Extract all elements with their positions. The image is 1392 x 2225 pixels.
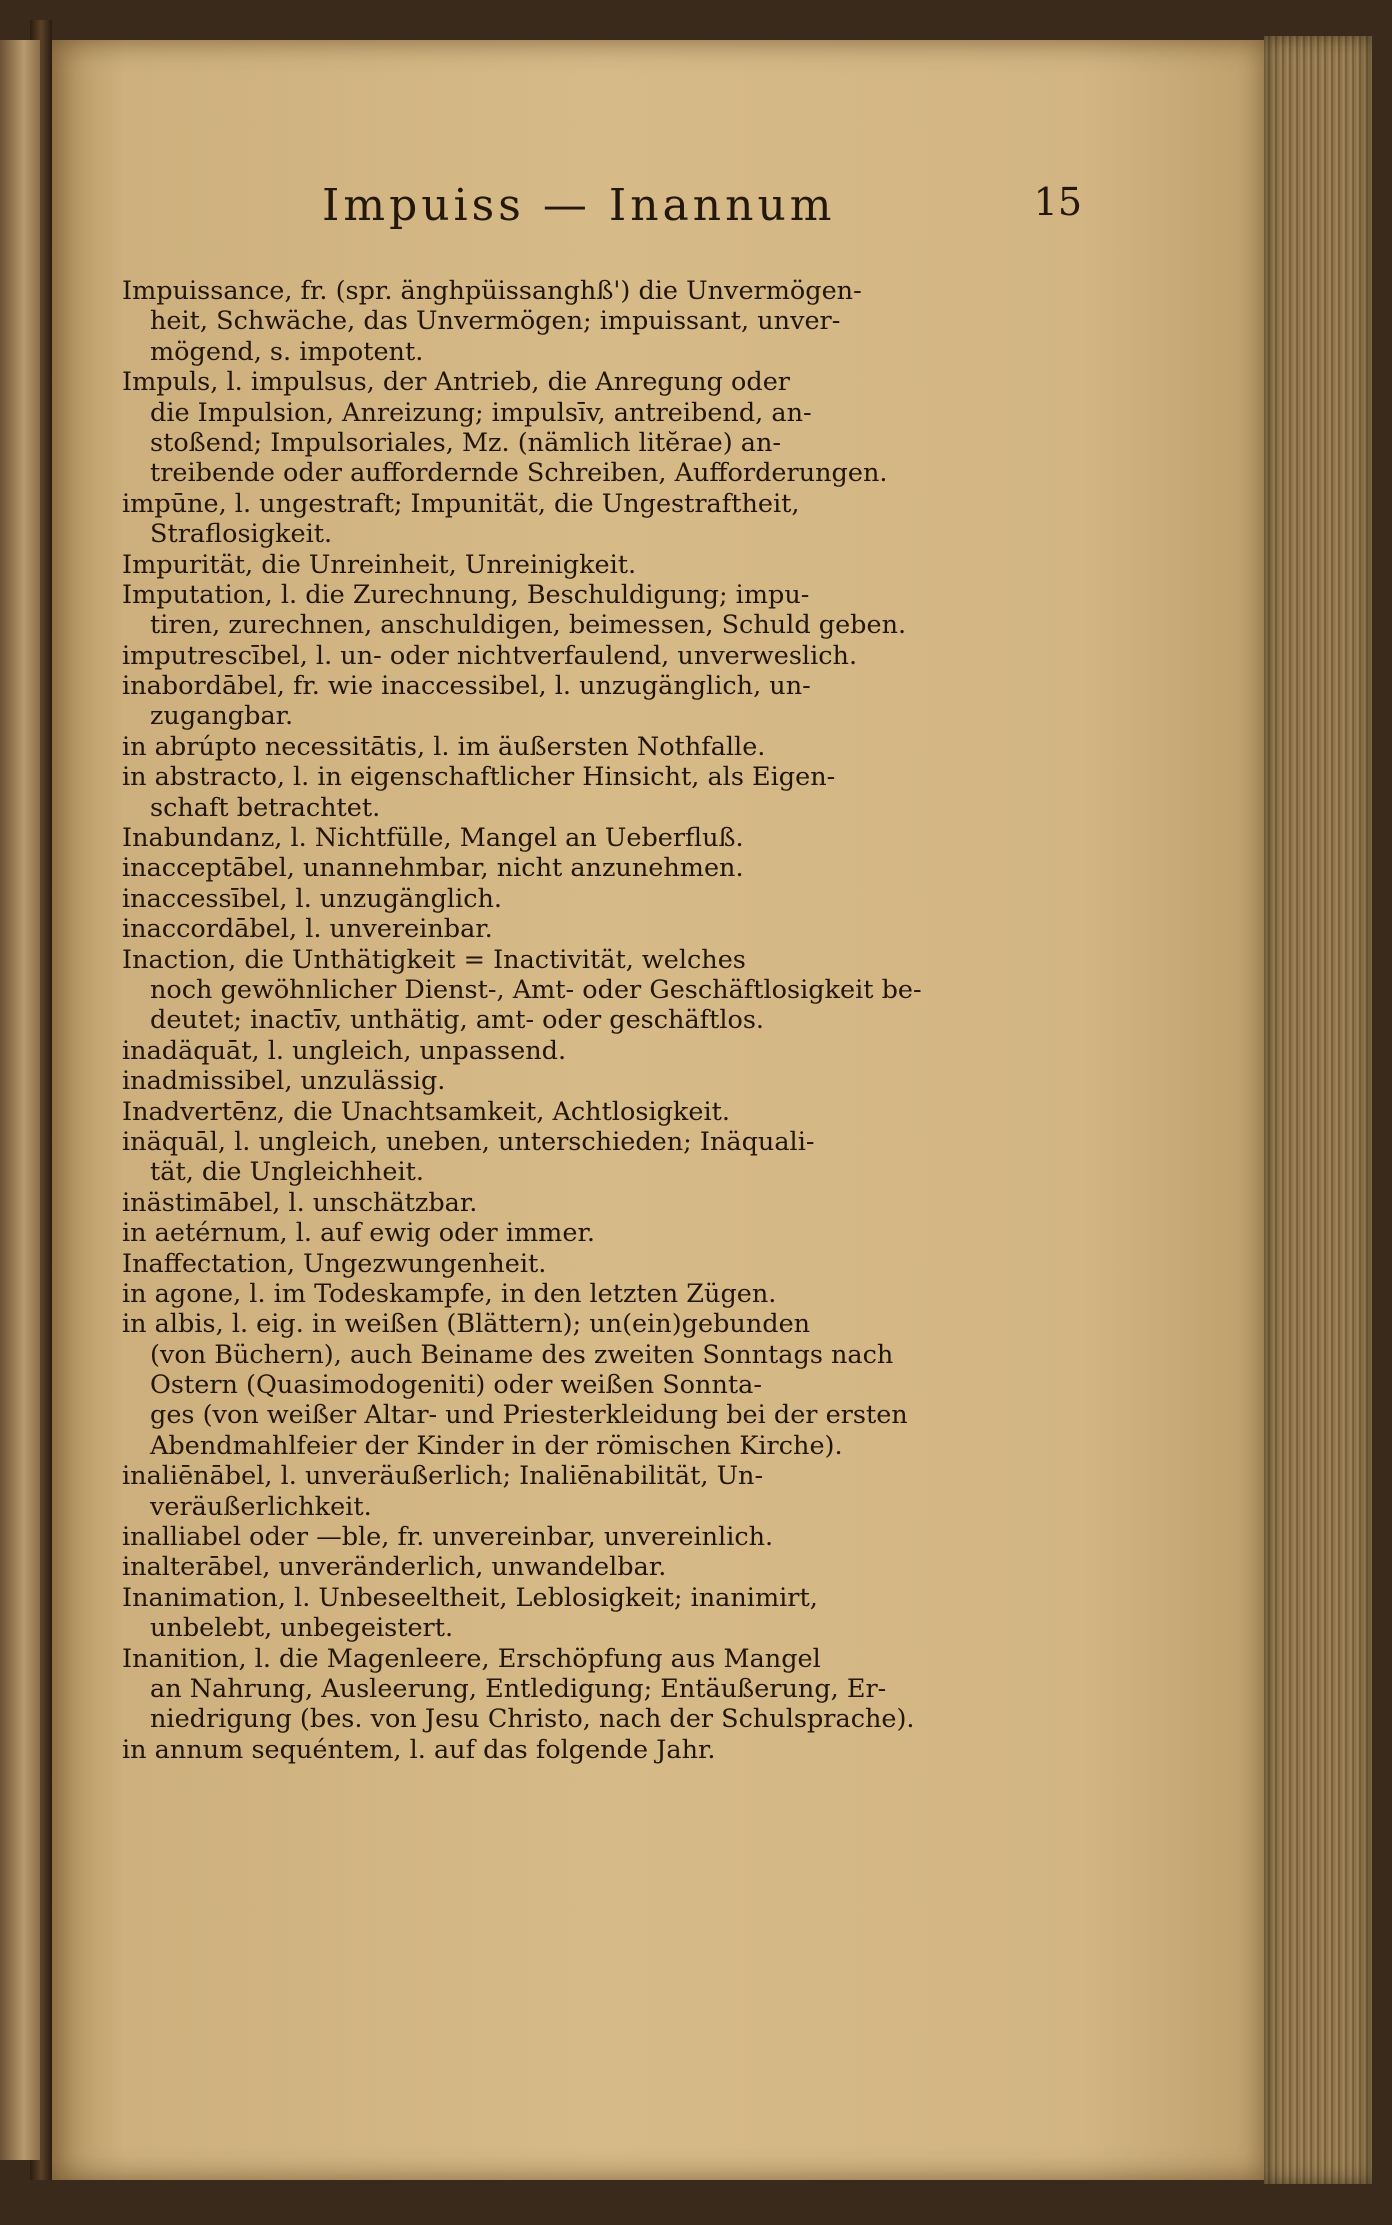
entry-line: zugangbar. [150, 701, 294, 732]
entry-line: deutet; inactīv, unthätig, amt- oder geschäftlos. [150, 1005, 765, 1036]
facing-page-edge [0, 40, 40, 2160]
entry-line: Inabundanz, l. Nichtfülle, Mangel an Ueberfluß. [122, 823, 744, 854]
entry-line: tiren, zurechnen, anschuldigen, beimessen, Schuld geben. [150, 610, 907, 641]
entry-line: in abstracto, l. in eigenschaftlicher Hinsicht, als Eigen- [122, 762, 836, 793]
entry-line: die Impulsion, Anreizung; impulsīv, antreibend, an- [150, 397, 812, 428]
entry-line: unbelebt, unbegeistert. [150, 1613, 454, 1644]
page-number: 15 [1033, 180, 1082, 224]
entry-line: treibende oder auffordernde Schreiben, Aufforderungen. [150, 458, 888, 489]
entry-line: inadäquāt, l. ungleich, unpassend. [122, 1035, 567, 1066]
entry-line: Impuissance, fr. (spr. änghpüissanghß') die Unvermögen- [122, 276, 862, 306]
entry-line: inacceptābel, unannehmbar, nicht anzunehmen. [122, 853, 744, 884]
entry-line: in agone, l. im Todeskampfe, in den letzten Zügen. [122, 1278, 777, 1309]
entry-line: in aetérnum, l. auf ewig oder immer. [122, 1218, 595, 1249]
running-head: Impuiss — Inannum [322, 180, 836, 231]
entry-line: inästimābel, l. unschätzbar. [122, 1187, 478, 1218]
entry-line: Ostern (Quasimodogeniti) oder weißen Sonnta- [150, 1370, 762, 1401]
entry-line: ges (von weißer Altar- und Priesterkleidung bei der ersten [150, 1400, 908, 1431]
entry-line: in abrúpto necessitātis, l. im äußersten Nothfalle. [122, 731, 766, 762]
entry-line: Straflosigkeit. [150, 519, 333, 550]
entry-line: mögend, s. impotent. [150, 336, 424, 367]
entry-line: noch gewöhnlicher Dienst-, Amt- oder Geschäftlosigkeit be- [150, 974, 922, 1005]
entry-line: inaccessībel, l. unzugänglich. [122, 883, 503, 914]
entry-line: inabordābel, fr. wie inaccessibel, l. unzugänglich, un- [122, 671, 811, 702]
entry-line: Abendmahlfeier der Kinder in der römischen Kirche). [150, 1430, 843, 1461]
entry-line: Inanimation, l. Unbeseeltheit, Leblosigkeit; inanimirt, [122, 1582, 818, 1613]
entry-line: inäquāl, l. ungleich, uneben, unterschieden; Inäquali- [122, 1126, 815, 1157]
entry-line: inaliēnābel, l. unveräußerlich; Inaliēnabilität, Un- [122, 1461, 764, 1492]
entry-line: Inanition, l. die Magenleere, Erschöpfung aus Mangel [122, 1643, 821, 1674]
page-block-edge [1264, 36, 1372, 2184]
entry-line: imputrescībel, l. un- oder nichtverfaulend, unverweslich. [122, 640, 858, 671]
entry-line: schaft betrachtet. [150, 792, 381, 823]
entry-line: inadmissibel, unzulässig. [122, 1066, 446, 1097]
entry-line: Impurität, die Unreinheit, Unreinigkeit. [122, 549, 637, 580]
entry-line: niedrigung (bes. von Jesu Christo, nach der Schulsprache). [150, 1704, 915, 1735]
entry-line: in albis, l. eig. in weißen (Blättern); un(ein)gebunden [122, 1309, 811, 1340]
entry-line: inaccordābel, l. unvereinbar. [122, 914, 493, 945]
entry-line: in annum sequéntem, l. auf das folgende Jahr. [122, 1734, 716, 1765]
entry-line: veräußerlichkeit. [150, 1491, 372, 1522]
entry-line: Inadvertēnz, die Unachtsamkeit, Achtlosigkeit. [122, 1096, 730, 1127]
dictionary-entries [122, 276, 1082, 1765]
entry-line: Impuls, l. impulsus, der Antrieb, die Anregung oder [122, 367, 790, 398]
entry-line: stoßend; Impulsoriales, Mz. (nämlich litĕrae) an- [150, 427, 782, 458]
entry-line: (von Büchern), auch Beiname des zweiten Sonntags nach [150, 1339, 894, 1370]
entry-line: tät, die Ungleichheit. [150, 1157, 424, 1188]
entry-line: an Nahrung, Ausleerung, Entledigung; Entäußerung, Er- [150, 1673, 887, 1704]
entry-line: Imputation, l. die Zurechnung, Beschuldigung; impu- [122, 579, 810, 610]
entry-line: heit, Schwäche, das Unvermögen; impuissant, unver- [150, 306, 841, 337]
entry-line: inalliabel oder —ble, fr. unvereinbar, unvereinlich. [122, 1522, 774, 1553]
entry-line: Inaffectation, Ungezwungenheit. [122, 1248, 547, 1279]
page-header [322, 180, 1082, 240]
entry-line: impūne, l. ungestraft; Impunität, die Ungestraftheit, [122, 488, 800, 519]
entry-line: Inaction, die Unthätigkeit = Inactivität, welches [122, 944, 746, 975]
entry-line: inalterābel, unveränderlich, unwandelbar. [122, 1552, 667, 1583]
